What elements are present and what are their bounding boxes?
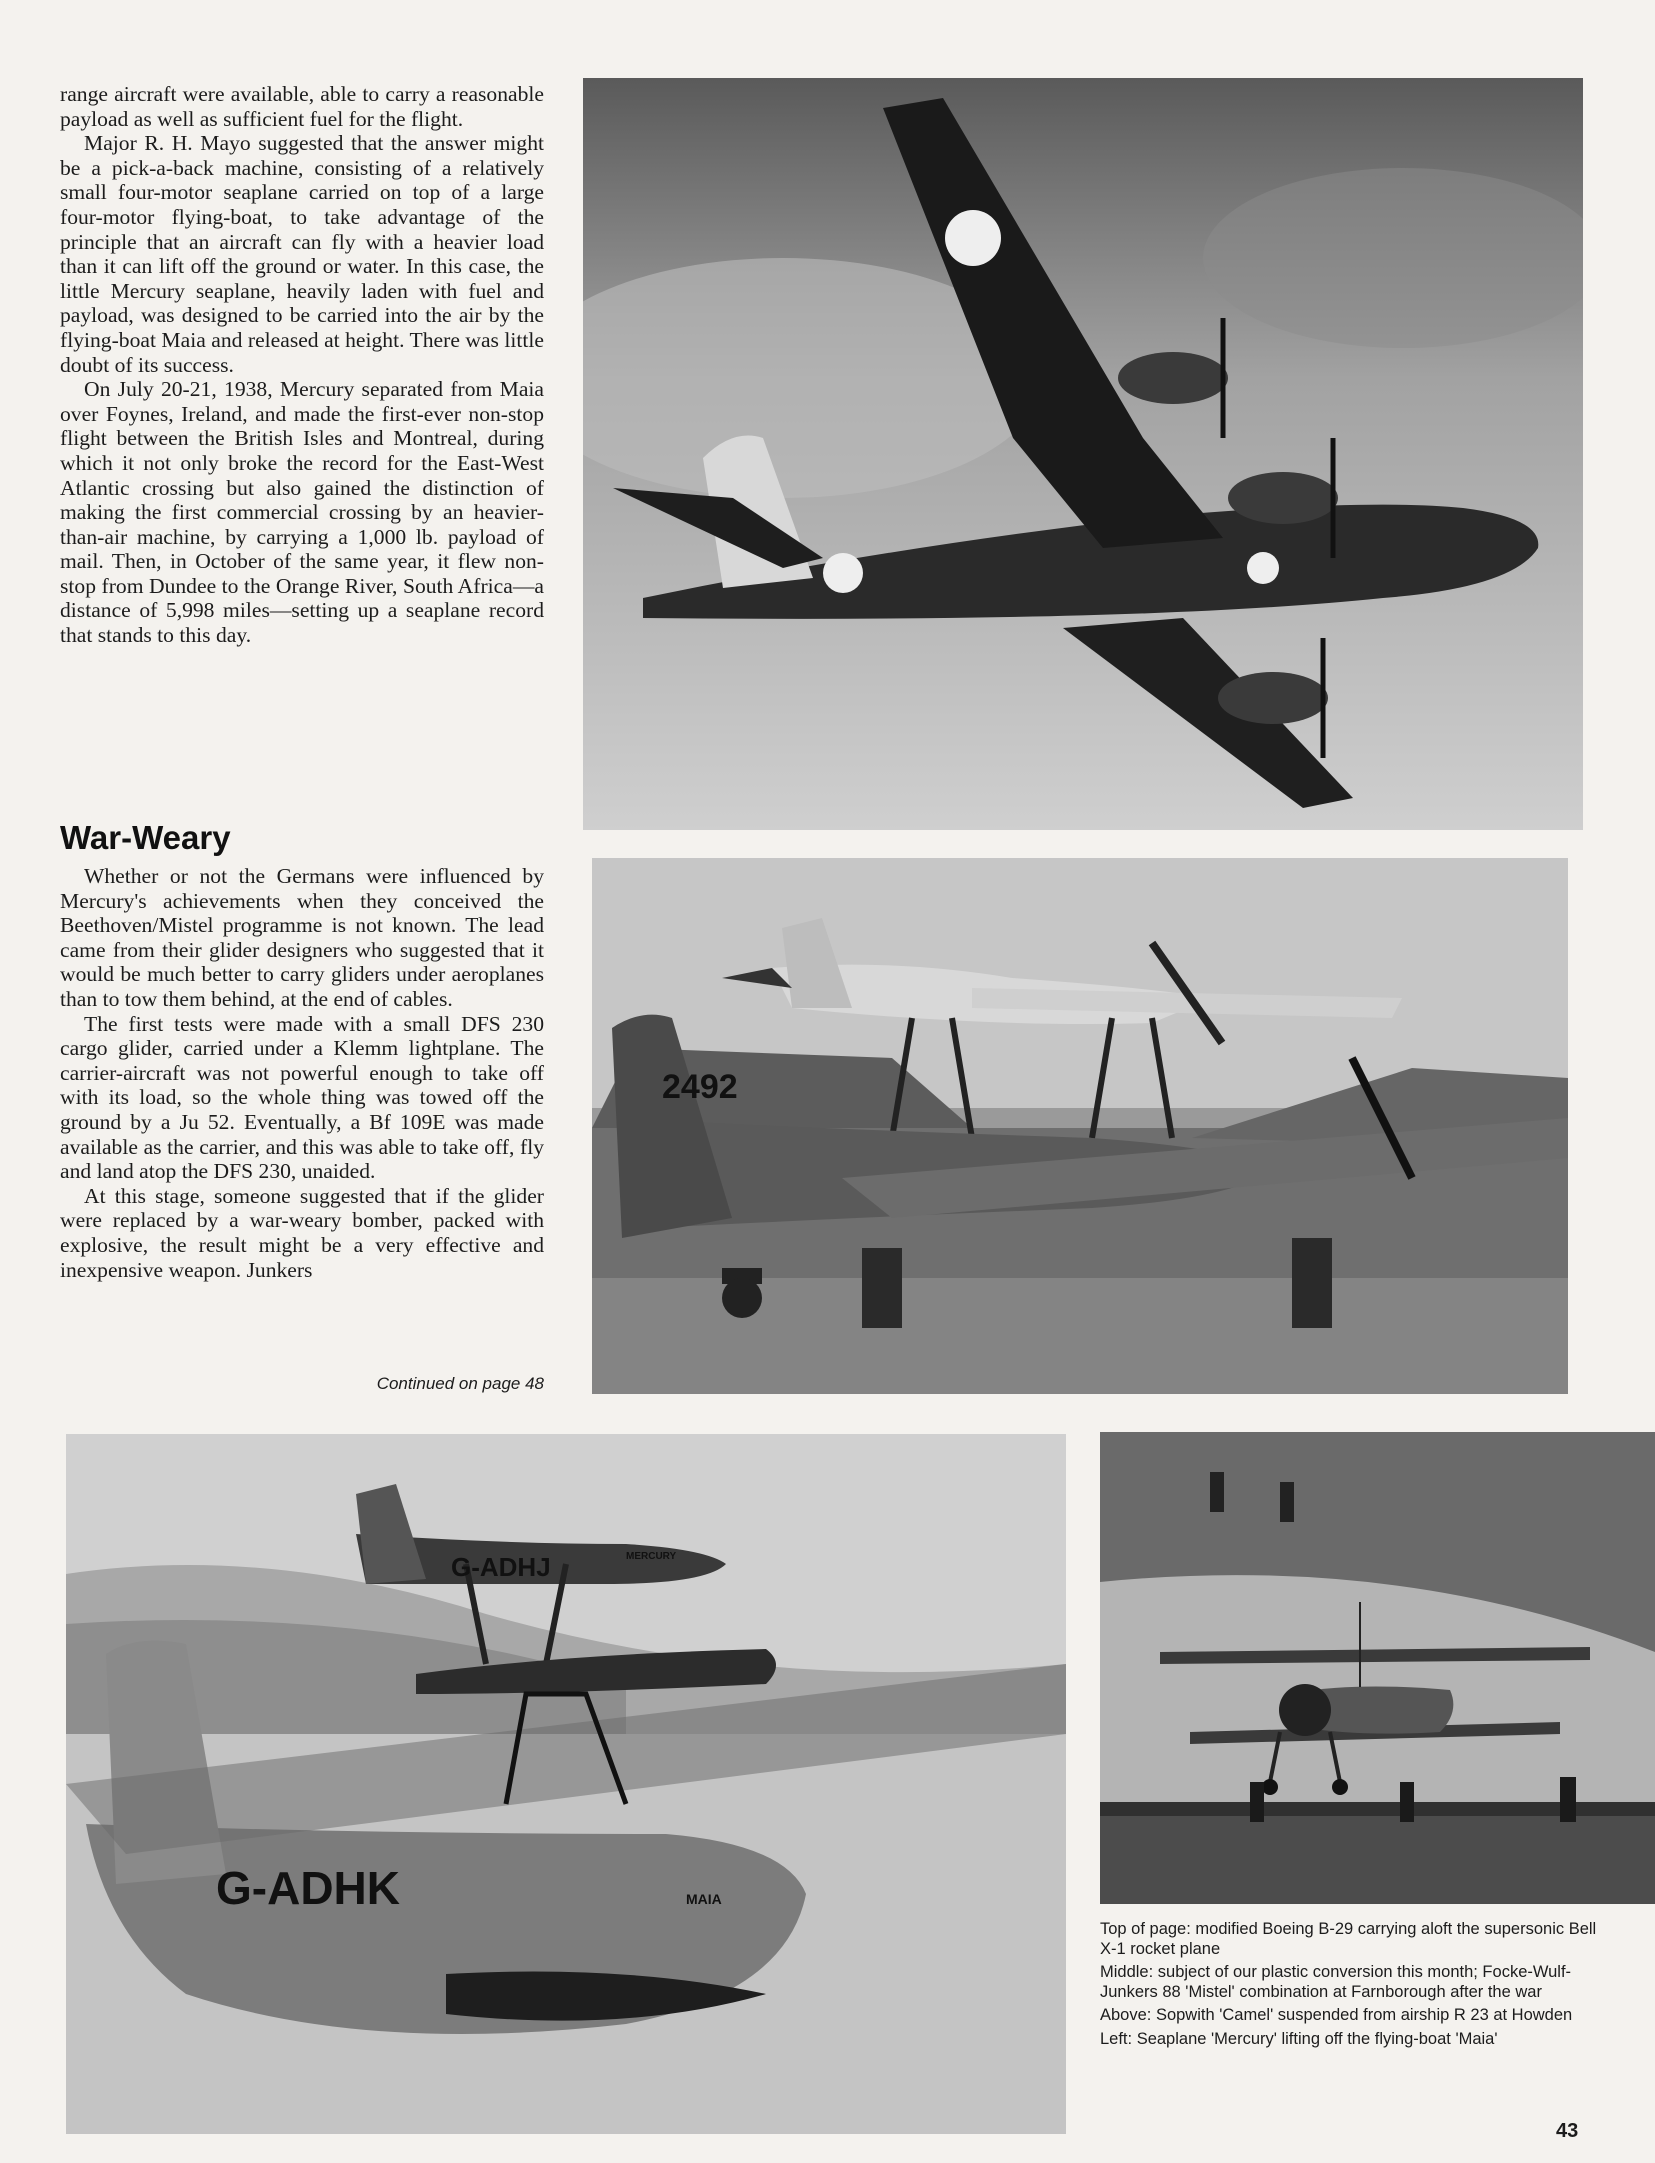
photo-mercury-maia (66, 1434, 1066, 2134)
caption-top: Top of page: modified Boeing B-29 carrying aloft the supersonic Bell X-1 rocket plane (1100, 1920, 1597, 1958)
maia-registration: G-ADHK (216, 1862, 400, 1914)
mercury-nose-text: MERCURY (626, 1551, 677, 1562)
article-column-section (60, 864, 544, 1282)
photo-captions (1100, 1920, 1600, 2053)
continued-note: Continued on page 48 (376, 1374, 544, 1393)
photo-mistel-combination (592, 858, 1568, 1394)
section-heading: War-Weary (60, 819, 231, 856)
tail-code: 2492 (662, 1068, 738, 1106)
caption-left: Left: Seaplane 'Mercury' lifting off the flying-boat 'Maia' (1100, 2029, 1498, 2048)
paragraph: The first tests were made with a small DFS 230 cargo glider, carried under a Klemm lightplane. The carrier-aircraft was not powerful enough to take off with its load, so the whole thing was towed off the ground by a Ju 52. Eventually, a Bf 109E was made available as the carrier, and this was able to take off, fly and land atop the DFS 230, unaided. (60, 1011, 544, 1184)
photo-b29-bomber (583, 78, 1583, 830)
photo-camel-airship (1100, 1432, 1655, 1904)
paragraph: Whether or not the Germans were influenced by Mercury's achievements when they conceived the Beethoven/Mistel programme is not known. The lead came from their glider designers who suggested that it would be much better to carry gliders under aeroplanes than to tow them behind, at the end of cables. (60, 864, 544, 1011)
paragraph: Major R. H. Mayo suggested that the answer might be a pick-a-back machine, consisting of a relatively small four-motor seaplane carried on top of a large four-motor flying-boat, to take advantage of the principle that an aircraft can fly with a heavier load than it can lift off the ground or water. In this case, the little Mercury seaplane, heavily laden with fuel and payload, was designed to be carried into the air by the flying-boat Maia and released at height. There was little doubt of its success. (60, 131, 544, 377)
article-column-top (60, 82, 544, 648)
maia-nose-text: MAIA (686, 1891, 722, 1907)
paragraph: On July 20-21, 1938, Mercury separated from Maia over Foynes, Ireland, and made the first-ever non-stop flight between the British Isles and Montreal, during which it not only broke the record for the East-West Atlantic crossing but also gained the distinction of making the first commercial crossing by an heavier-than-air machine, by carrying a 1,000 lb. payload of mail. Then, in October of the same year, it flew non-stop from Dundee to the Orange River, South Africa—a distance of 5,998 miles—setting up a seaplane record that stands to this day. (60, 377, 544, 648)
paragraph: At this stage, someone suggested that if the glider were replaced by a war-weary bomber, packed with explosive, the result might be a very effective and inexpensive weapon. Junkers (60, 1183, 544, 1282)
mercury-registration: G-ADHJ (451, 1552, 551, 1582)
page-number: 43 (1556, 2120, 1579, 2142)
caption-above: Above: Sopwith 'Camel' suspended from airship R 23 at Howden (1100, 2006, 1573, 2024)
paragraph: range aircraft were available, able to carry a reasonable payload as well as sufficient fuel for the flight. (60, 82, 544, 131)
caption-middle: Middle: subject of our plastic conversion this month; Focke-Wulf-Junkers 88 'Mistel' combination at Farnborough after the war (1100, 1963, 1572, 2001)
